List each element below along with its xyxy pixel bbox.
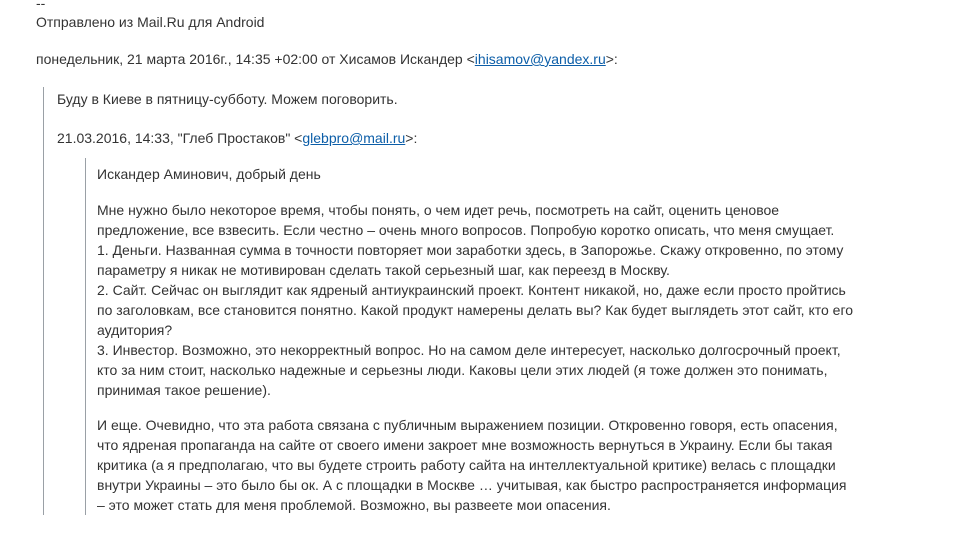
sent-from-signature: Отправлено из Mail.Ru для Android [36, 14, 265, 30]
paragraph2-line: И еще. Очевидно, что эта работа связана с публичным выражением позиции. Откровенно говоря, есть опасения, [97, 417, 838, 433]
paragraph1-line: 2. Сайт. Сейчас он выглядит как ядреный антиукраинский проект. Контент никакой, но, даже если просто пройтись [97, 282, 846, 298]
signature-dashes: -- [36, 0, 46, 11]
quoted-sender-email-link[interactable]: glebpro@mail.ru [302, 130, 406, 146]
paragraph2-line: критика (а я предполагаю, что вы будете строить работу сайта на интеллектуальной критике) велась с площадки [97, 457, 836, 473]
paragraph1-line: 1. Деньги. Названная сумма в точности повторяет мои заработки здесь, в Запорожье. Скажу откровенно, по этому [97, 242, 844, 258]
reply-header-suffix: >: [605, 51, 618, 67]
paragraph1-line: кто за ним стоит, насколько надежные и серьезны люди. Каковы цели этих людей (я тоже должен это понимать, [97, 362, 828, 378]
reply-header [36, 50, 618, 69]
paragraph2-line: внутри Украины – это было бы ок. А с площадки в Москве … учитывая, как быстро распространяется информация [97, 477, 847, 493]
paragraph1-line: принимая такое решение). [97, 382, 271, 398]
quote1-header-prefix: 21.03.2016, 14:33, "Глеб Простаков" < [57, 130, 303, 146]
quote1-header-suffix: >: [405, 130, 418, 146]
paragraph1-line: Мне нужно было некоторое время, чтобы понять, о чем идет речь, посмотреть на сайт, оценить ценовое [97, 202, 780, 218]
quote-bar-outer [43, 87, 44, 515]
reply-header-prefix: понедельник, 21 марта 2016г., 14:35 +02:00 от Хисамов Искандер < [36, 51, 475, 67]
paragraph1-line: параметру я никак не мотивирован сделать такой серьезный шаг, как переезд в Москву. [97, 262, 670, 278]
quote1-header [57, 129, 417, 148]
greeting: Искандер Аминович, добрый день [97, 166, 321, 182]
paragraph1-line: 3. Инвестор. Возможно, это некорректный вопрос. Но на самом деле интересует, насколько долгосрочный проект, [97, 342, 841, 358]
paragraph1-line: по заголовкам, все становится понятно. Какой продукт намерены делать вы? Как будет выглядеть этот сайт, кто его [97, 302, 854, 318]
paragraph1-line: аудитория? [97, 322, 173, 338]
quote-bar-inner [85, 158, 86, 515]
sender-email-link[interactable]: ihisamov@yandex.ru [474, 51, 606, 67]
paragraph1-line: предложение, все взвесить. Если честно – очень много вопросов. Попробую коротко описать, что меня смущает. [97, 222, 835, 238]
paragraph2-line: – это может стать для меня проблемой. Возможно, вы развеете мои опасения. [97, 497, 611, 513]
quote1-text: Буду в Киеве в пятницу-субботу. Можем поговорить. [57, 91, 398, 107]
paragraph2-line: что ядреная пропаганда на сайте от своего имени закроет мне возможность вернуться в Украину. Если бы такая [97, 437, 833, 453]
